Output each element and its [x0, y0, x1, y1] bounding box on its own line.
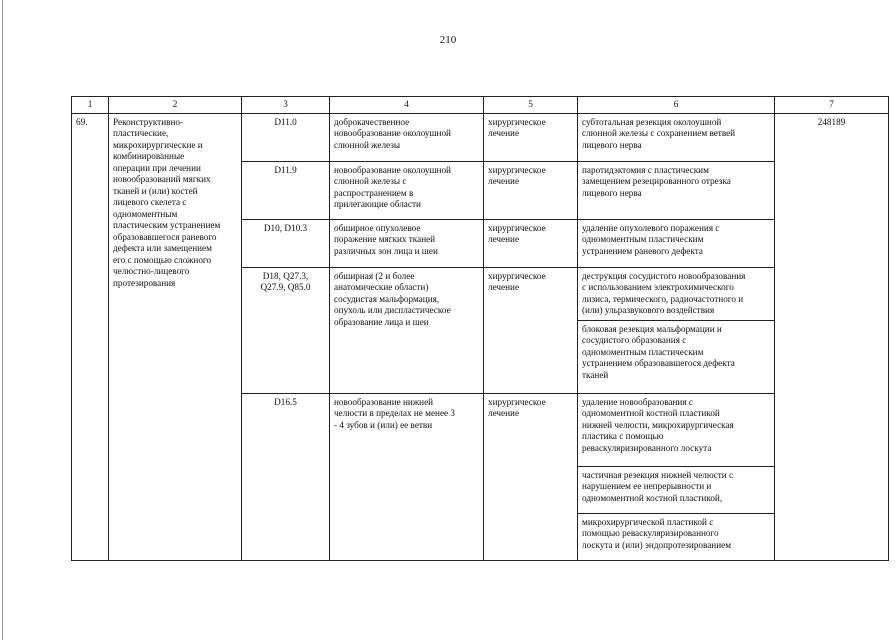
column-header-4: 4 — [330, 97, 484, 114]
care-type-name: Реконструктивно- пластические, микрохирургические и комбинированные операции при лечении новообразований мягких тканей и (или) костей лицевого скелета с одномоментным пластическим устранением образовавшегося раневого дефекта или замещением его с помощью сложного челюстно-лицевого протезирования — [109, 113, 242, 560]
icd-codes: D11.9 — [242, 161, 330, 219]
treatment-type: хирургическое лечение — [484, 161, 578, 219]
column-header-1: 1 — [72, 97, 109, 114]
icd-codes: D10, D10.3 — [242, 219, 330, 267]
funding-amount: 248189 — [775, 113, 889, 560]
treatment-type: хирургическое лечение — [484, 219, 578, 267]
treatment-method: паротидэктомия с пластическим замещением резецированного отрезка лицевого нерва — [578, 161, 775, 219]
treatment-method: удаление новообразования с одномоментной костной пластикой нижней челюсти, микрохирургическая пластика с помощью реваскуляризированного лоскута — [578, 393, 775, 466]
diagnosis: доброкачественное новообразование околоушной слюнной железы — [330, 113, 484, 161]
diagnosis: обширное опухолевое поражение мягких тканей различных зон лица и шеи — [330, 219, 484, 267]
column-header-7: 7 — [775, 97, 889, 114]
column-header-2: 2 — [109, 97, 242, 114]
treatment-method: микрохирургической пластикой с помощью реваскуляризированного лоскута и (или) эндопротезированием — [578, 513, 775, 560]
table-row — [72, 113, 889, 161]
treatment-type: хирургическое лечение — [484, 113, 578, 161]
diagnosis: обширная (2 и более анатомические области) сосудистая мальформация, опухоль или диспластическое образование лица и шеи — [330, 267, 484, 393]
icd-codes: D16.5 — [242, 393, 330, 560]
medical-care-table — [71, 96, 889, 561]
diagnosis: новообразование околоушной слюнной железы с распространением в прилегающие области — [330, 161, 484, 219]
treatment-method: деструкция сосудистого новообразования с использованием электрохимического лизиса, термического, радиочастотного и (или) ульразвукового воздействия — [578, 267, 775, 320]
treatment-type: хирургическое лечение — [484, 393, 578, 560]
icd-codes: D18, Q27.3, Q27.9, Q85.0 — [242, 267, 330, 393]
icd-codes: D11.0 — [242, 113, 330, 161]
scan-edge-line — [2, 0, 3, 640]
treatment-method: субтотальная резекция околоушной слюнной железы с сохранением ветвей лицевого нерва — [578, 113, 775, 161]
treatment-method: удаление опухолевого поражения с одномоментным пластическим устранением раневого дефекта — [578, 219, 775, 267]
column-header-3: 3 — [242, 97, 330, 114]
treatment-method: частичная резекция нижней челюсти с нарушением ее непрерывности и одномоментной костной пластикой, — [578, 466, 775, 513]
column-number-row — [72, 97, 889, 114]
column-header-6: 6 — [578, 97, 775, 114]
page-number: 210 — [439, 34, 457, 46]
column-header-5: 5 — [484, 97, 578, 114]
row-number: 69. — [72, 113, 109, 560]
treatment-type: хирургическое лечение — [484, 267, 578, 393]
diagnosis: новообразование нижней челюсти в пределах не менее 3 - 4 зубов и (или) ее ветви — [330, 393, 484, 560]
treatment-method: блоковая резекция мальформации и сосудистого образования с одномоментным пластическим устранением образовавшегося дефекта тканей — [578, 320, 775, 393]
